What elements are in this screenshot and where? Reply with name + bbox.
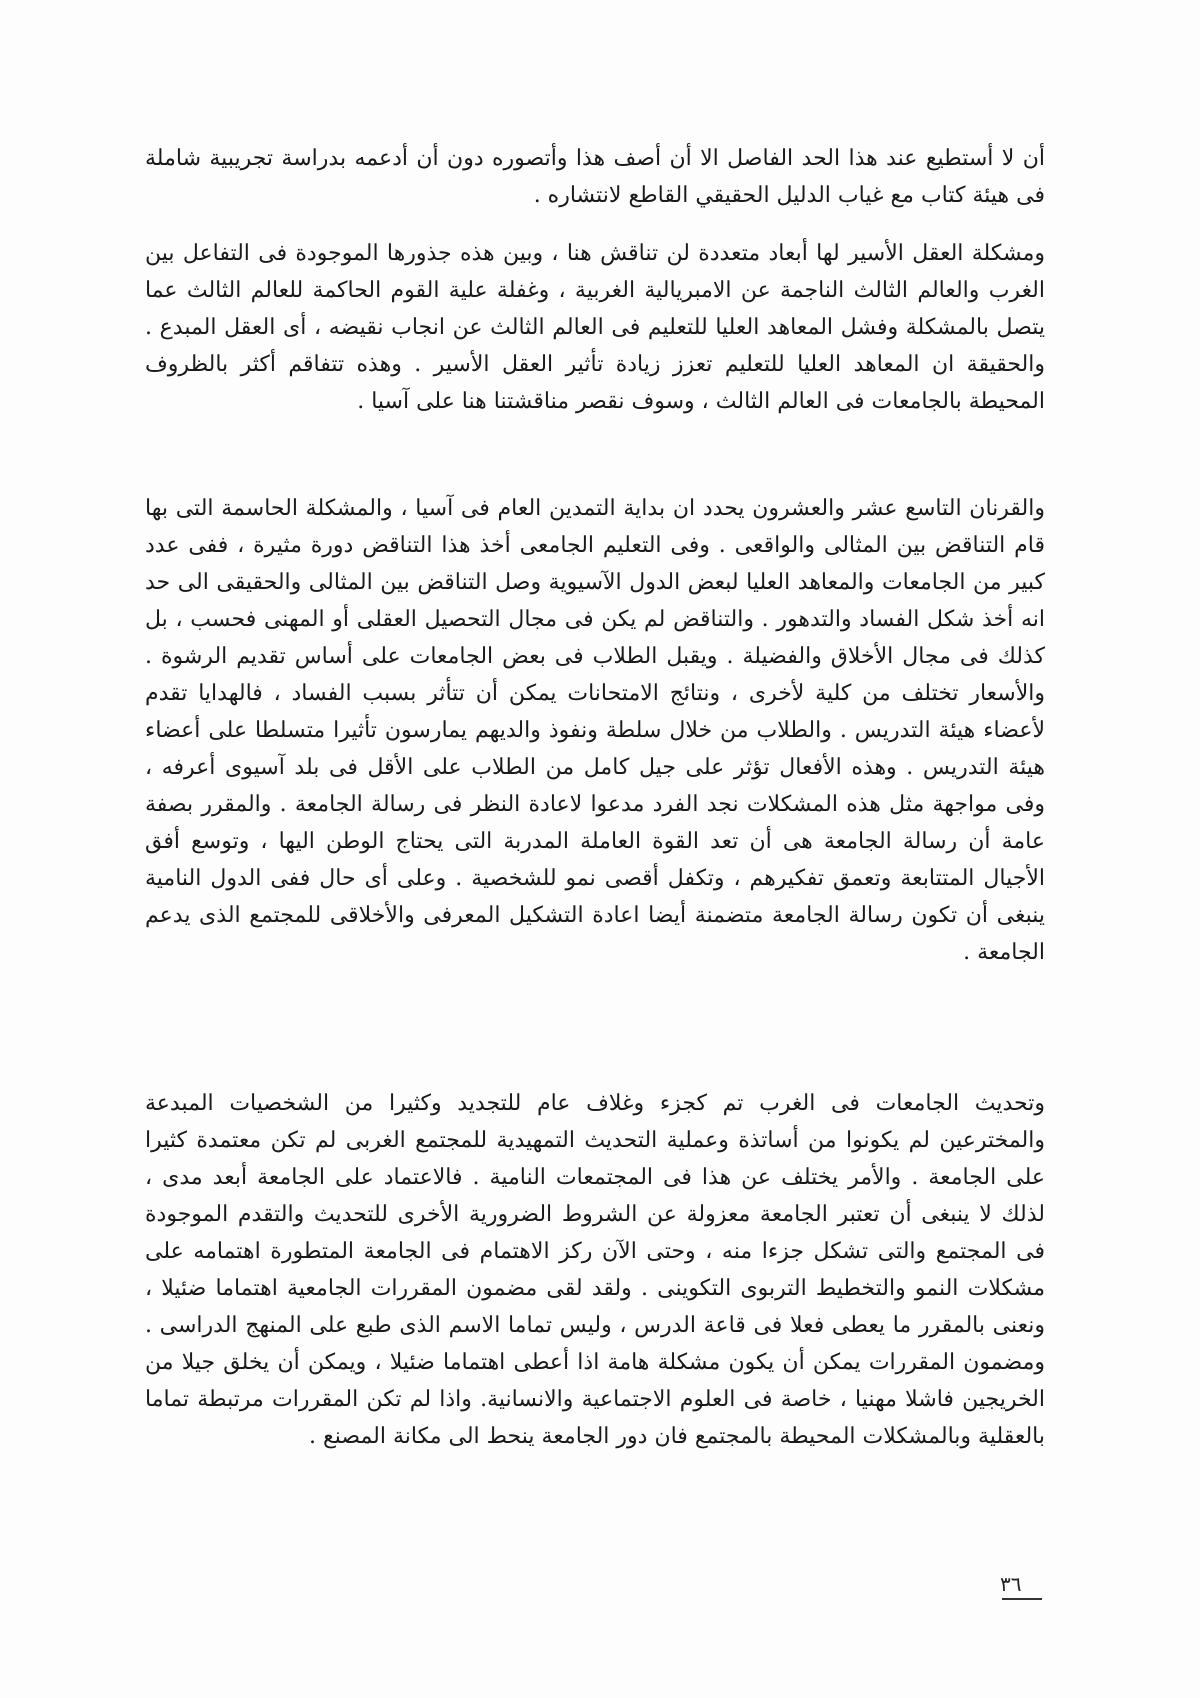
- paragraph-2: [145, 235, 1045, 420]
- paragraph-1-text: أن لا أستطيع عند هذا الحد الفاصل الا أن أصف هذا وأتصوره دون أن أدعمه بدراسة تجريبية شاملة فى هيئة كتاب مع غياب الدليل الحقيقي القاطع لانتشاره .: [145, 146, 1045, 208]
- page-number-underline: [1002, 1598, 1042, 1600]
- paragraph-2-text: ومشكلة العقل الأسير لها أبعاد متعددة لن تناقش هنا ، وبين هذه جذورها الموجودة فى التفاعل بين الغرب والعالم الثالث الناجمة عن الامبريالية الغربية ، وغفلة علية القوم الحاكمة للعالم الثالث عما يتصل بالمشكلة وفشل المعاهد العليا للتعليم فى العالم الثالث عن انجاب نقيضه ، أى العقل المبدع . والحقيقة ان المعاهد العليا للتعليم تعزز زيادة تأثير العقل الأسير . وهذه تتفاقم أكثر بالظروف المحيطة بالجامعات فى العالم الثالث ، وسوف نقصر مناقشتنا هنا على آسيا .: [145, 241, 1045, 414]
- page-number: ٣٦: [1000, 1572, 1022, 1596]
- paragraph-3-text: والقرنان التاسع عشر والعشرون يحدد ان بداية التمدين العام فى آسيا ، والمشكلة الحاسمة التى بها قام التناقض بين المثالى والواقعى . وفى التعليم الجامعى أخذ هذا التناقض دورة مثيرة ، ففى عدد كبير من الجامعات والمعاهد العليا لبعض الدول الآسيوية وصل التناقض بين المثالى والحقيقى الى حد انه أخذ شكل الفساد والتدهور . والتناقض لم يكن فى مجال التحصيل العقلى أو المهنى فحسب ، بل كذلك فى مجال الأخلاق والفضيلة . ويقبل الطلاب فى بعض الجامعات على أساس تقديم الرشوة . والأسعار تختلف من كلية لأخرى ، ونتائج الامتحانات يمكن أن تتأثر بسبب الفساد ، فالهدايا تقدم لأعضاء هيئة التدريس . والطلاب من خلال سلطة ونفوذ والديهم يمارسون تأثيرا متسلطا على أعضاء هيئة التدريس . وهذه الأفعال تؤثر على جيل كامل من الطلاب على الأقل فى بلد آسيوى أعرفه ، وفى مواجهة مثل هذه المشكلات نجد الفرد مدعوا لاعادة النظر فى رسالة الجامعة . والمقرر بصفة عامة أن رسالة الجامعة هى أن تعد القوة العاملة المدربة التى يحتاج الوطن اليها ، وتوسع أفق الأجيال المتتابعة وتعمق تفكيرهم ، وتكفل أقصى نمو للشخصية . وعلى أى حال ففى الدول النامية ينبغى أن تكون رسالة الجامعة متضمنة أيضا اعادة التشكيل المعرفى والأخلاقى للمجتمع الذى يدعم الجامعة .: [145, 496, 1045, 965]
- paragraph-3: [145, 490, 1045, 971]
- paragraph-4-text: وتحديث الجامعات فى الغرب تم كجزء وغلاف عام للتجديد وكثيرا من الشخصيات المبدعة والمخترعين لم يكونوا من أساتذة وعملية التحديث التمهيدية للمجتمع الغربى لم تكن معتمدة كثيرا على الجامعة . والأمر يختلف عن هذا فى المجتمعات النامية . فالاعتماد على الجامعة أبعد مدى ، لذلك لا ينبغى أن تعتبر الجامعة معزولة عن الشروط الضرورية الأخرى للتحديث والتقدم الموجودة فى المجتمع والتى تشكل جزءا منه ، وحتى الآن ركز الاهتمام فى الجامعة المتطورة اهتمامه على مشكلات النمو والتخطيط التربوى التكوينى . ولقد لقى مضمون المقررات الجامعية اهتماما ضئيلا ، ونعنى بالمقرر ما يعطى فعلا فى قاعة الدرس ، وليس تماما الاسم الذى طبع على المنهج الدراسى . ومضمون المقررات يمكن أن يكون مشكلة هامة اذا أعطى اهتماما ضئيلا ، ويمكن أن يخلق جيلا من الخريجين فاشلا مهنيا ، خاصة فى العلوم الاجتماعية والانسانية. واذا لم تكن المقررات مرتبطة تماما بالعقلية وبالمشكلات المحيطة بالمجتمع فان دور الجامعة ينحط الى مكانة المصنع .: [145, 1091, 1045, 1449]
- paragraph-1: [145, 140, 1045, 214]
- paragraph-4: [145, 1085, 1045, 1455]
